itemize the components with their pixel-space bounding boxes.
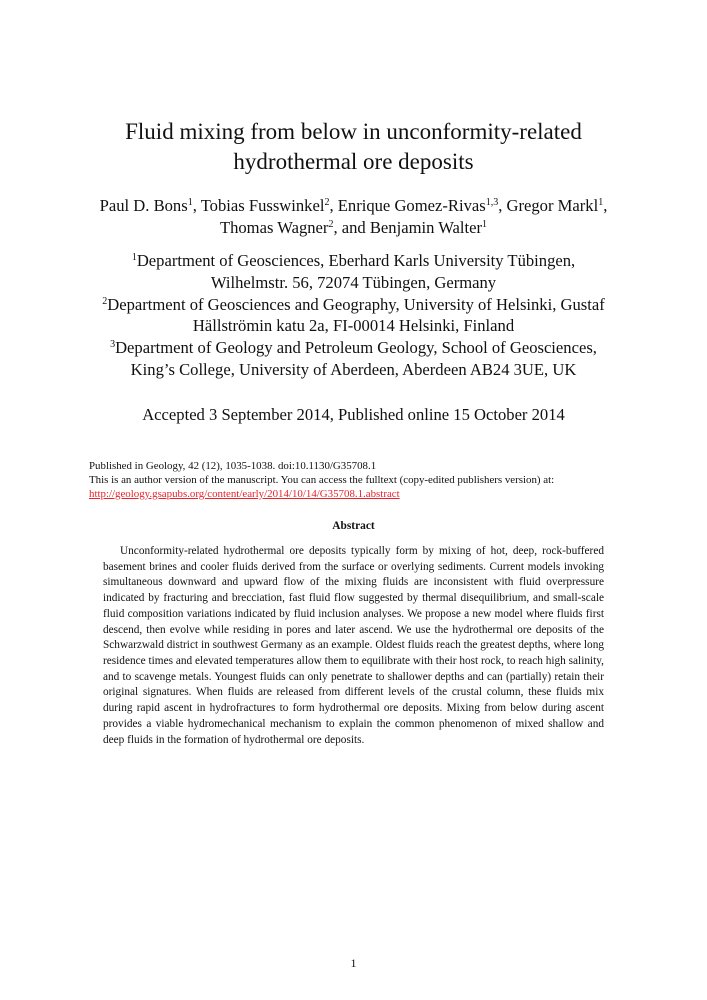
paper-title (60, 117, 647, 177)
author-separator: , (603, 196, 608, 215)
author-version-note: This is an author version of the manuscript. You can access the fulltext (copy-edited publishers version) at: (89, 473, 555, 486)
affiliation-item (40, 294, 667, 338)
author-affiliation-mark: 1,3 (485, 197, 499, 208)
affiliation-mark: 1 (131, 252, 137, 263)
affiliation-mark: 3 (110, 339, 116, 351)
author-name: Thomas Wagner (219, 217, 329, 237)
page-number: 1 (350, 956, 357, 970)
affiliation-line: Department of Geosciences and Geography, University of Helsinki, Gustaf (107, 294, 605, 314)
affiliation-line: King’s College, University of Aberdeen, Aberdeen AB24 3UE, UK (130, 359, 577, 379)
author-separator: , and (333, 217, 370, 237)
author-separator: , (329, 196, 338, 215)
author-affiliation-mark: 1 (482, 218, 488, 230)
citation-line: Published in Geology, 42 (12), 1035-1038. doi:10.1130/G35708.1 (89, 460, 377, 472)
publication-note (89, 460, 649, 501)
fulltext-link[interactable]: http://geology.gsapubs.org/content/early/2014/10/14/G35708.1.abstract (89, 487, 400, 500)
author-name: Gregor Markl (506, 196, 599, 215)
title-line-1: Fluid mixing from below in unconformity-related (125, 119, 582, 144)
abstract-heading: Abstract (332, 520, 375, 532)
affiliation-list (40, 250, 667, 381)
affiliation-line: Department of Geosciences, Eberhard Karls University Tübingen, (136, 251, 576, 270)
author-affiliation-mark: 2 (324, 197, 330, 208)
affiliation-line: Department of Geology and Petroleum Geology, School of Geosciences, (115, 338, 597, 358)
author-name: Benjamin Walter (369, 217, 483, 237)
author-name: Paul D. Bons (99, 196, 188, 215)
author-affiliation-mark: 1 (187, 197, 193, 208)
affiliation-item (40, 337, 667, 381)
author-separator: , (192, 196, 201, 215)
author-affiliation-mark: 2 (328, 218, 334, 230)
affiliation-line: Hällströmin katu 2a, FI-00014 Helsinki, Finland (192, 316, 515, 336)
affiliation-line: Wilhelmstr. 56, 72074 Tübingen, Germany (210, 272, 497, 292)
author-name: Enrique Gomez-Rivas (337, 196, 486, 215)
publication-dates: Accepted 3 September 2014, Published online 15 October 2014 (142, 405, 565, 424)
author-separator: , (498, 196, 507, 215)
affiliation-mark: 2 (102, 295, 108, 307)
title-line-2: hydrothermal ore deposits (233, 149, 474, 174)
author-name: Tobias Fusswinkel (200, 196, 325, 215)
author-affiliation-mark: 1 (598, 197, 604, 208)
abstract-text: Unconformity-related hydrothermal ore deposits typically form by mixing of hot, deep, rock-buffered basement brines and cooler fluids derived from the surface or overlying sediments. Current models invoking simultaneous downward and upward flow of the mixing fluids are inconsistent with fluid overpressure indicated by fracturing and brecciation, fast fluid flow suggested by thermal disequilibrium, and small-scale fluid composition variations indicated by fluid inclusion analyses. We propose a new model where fluids first descend, then evolve while residing in pores and later ascend. We use the hydrothermal ore deposits of the Schwarzwald district in southwest Germany as an example. Oldest fluids reach the greatest depths, where long residence times and elevated temperatures allow them to equilibrate with their host rock, to reach high salinity, and to scavenge metals. Youngest fluids can only penetrate to shallower depths and can (partially) retain their original signatures. When fluids are released from different levels of the crustal column, these fluids mix during rapid ascent in hydrofractures to form hydrothermal ore deposits. Mixing from below during ascent provides a viable hydromechanical mechanism to explain the common phenomenon of mixed shallow and deep fluids in the formation of hydrothermal ore deposits. (103, 545, 604, 746)
affiliation-item (40, 250, 667, 294)
author-list (40, 195, 667, 238)
